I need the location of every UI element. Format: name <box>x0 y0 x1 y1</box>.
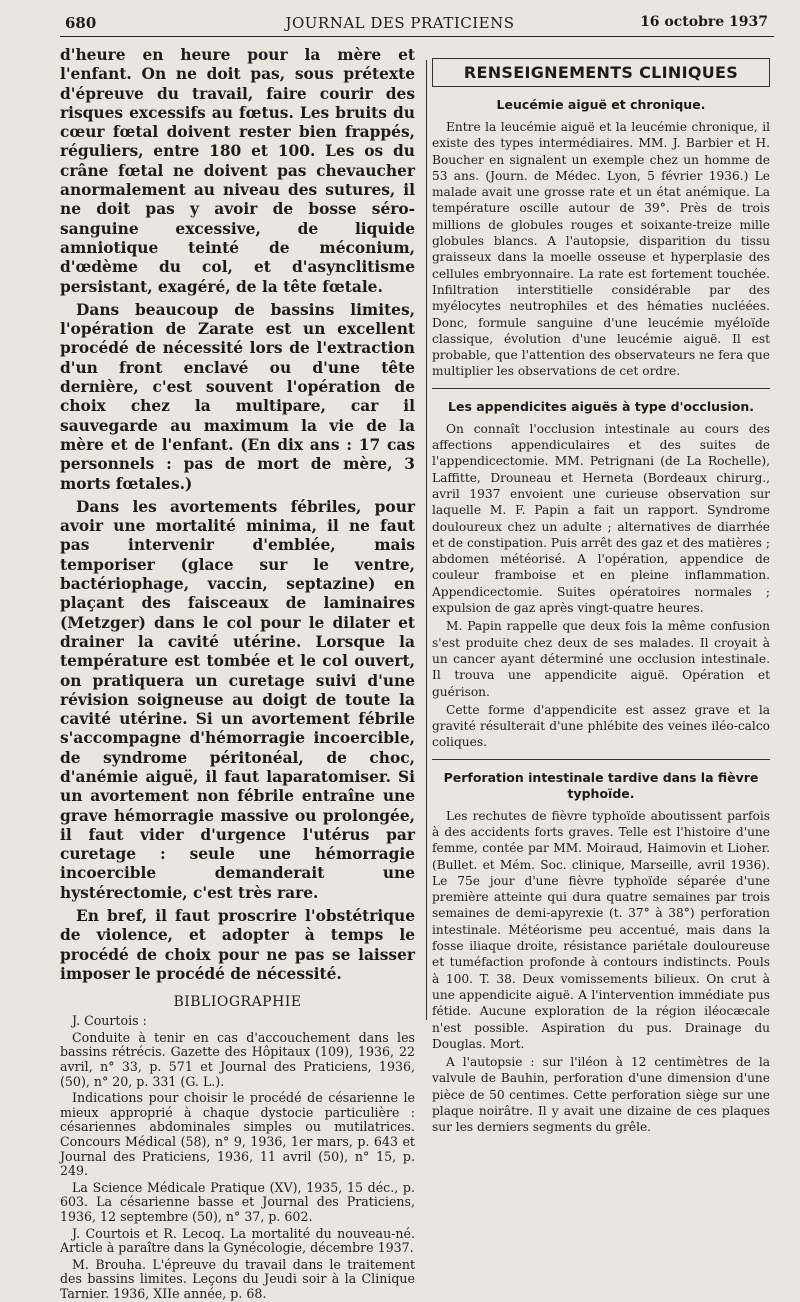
header-rule <box>60 36 774 37</box>
paragraph: Les rechutes de fièvre typhoïde aboutissent parfois à des accidents forts graves. Telle est l'histoire d'une femme, contée par MM. Moiraud, Haimovin et Lioher. (Bullet. et Mém. Soc. clinique, Marseille, avril 1936). Le 75e jour d'une fièvre typhoïde séparée d'une première atteinte qui dura quatre semaines par trois semaines de demi-apyrexie (t. 37° à 38°) perforation intestinale. Météorisme peu accentué, mais dans la fosse iliaque droite, résistance pariétale douloureuse et tuméfaction profonde à contours indistincts. Pouls à 100. T. 38. Deux vomissements bilieux. On crut à une appendicite aiguë. A l'intervention immédiate pus fétide. Aucune exploration de la région iléocæcale n'est possible. Aspiration du pus. Drainage du Douglas. Mort. <box>432 808 770 1051</box>
page-number: 680 <box>65 14 97 32</box>
bibliography-list <box>60 1014 415 1301</box>
article-title: Leucémie aiguë et chronique. <box>496 97 706 112</box>
article-body <box>432 119 770 380</box>
paragraph: Entre la leucémie aiguë et la leucémie chronique, il existe des types intermédiaires. MM. J. Barbier et H. Boucher en signalent un exemple chez un homme de 53 ans. (Journ. de Médec. Lyon, 5 février 1936.) Le malade avait une grosse rate et un état anémique. La température oscille autour de 39°. Près de trois millions de globules rouges et soixante-treize mille globules blancs. A l'autopsie, disparition du tissu graisseux dans la moelle osseuse et hyperplasie des cellules embryonnaire. La rate est fortement touchée. Infiltration interstitielle considérable par des myélocytes neutrophiles et des hématies nucléées. Donc, formule sanguine d'une leucémie myéloïde classique, évolution d'une leucémie aiguë. Il est probable, que l'attention des observateurs ne fera que multiplier les observations de cet ordre. <box>432 120 770 379</box>
journal-title: JOURNAL DES PRATICIENS <box>285 14 515 32</box>
bibliography-entry: M. Brouha. L'épreuve du travail dans le traitement des bassins limites. Leçons du Jeudi soir à la Clinique Tarnier. 1936, XIIe année, p. 68. <box>60 1256 415 1301</box>
bibliography-entry: J. Courtois et R. Lecoq. La mortalité du nouveau-né. Article à paraître dans la Gynécologie, décembre 1937. <box>60 1225 415 1256</box>
paragraph: Dans les avortements fébriles, pour avoir une mortalité minima, il ne faut pas intervenir d'emblée, mais temporiser (glace sur le ventre, bactériophage, vaccin, septazine) en plaçant des faisceaux de laminaires (Metzger) dans le col pour le dilater et drainer la cavité utérine. Lorsque la température est tombée et le col ouvert, on pratiquera un curetage suivi d'une révision soigneuse au doigt de toute la cavité utérine. Si un avortement fébrile s'accompagne d'hémorragie incoercible, de syndrome péritonéal, de choc, d'anémie aiguë, il faut laparatomiser. Si un avortement non fébrile entraîne une grave hémorragie massive ou prolongée, il faut vider d'urgence l'utérus par curetage : seule une hémorragie incoercible demanderait une hystérectomie, c'est très rare. <box>60 497 415 902</box>
left-column <box>60 46 415 1301</box>
paragraph: En bref, il faut proscrire l'obstétrique de violence, et adopter à temps le procédé de choix pour ne pas se laisser imposer le procédé de nécessité. <box>60 907 415 983</box>
paragraph: Cette forme d'appendicite est assez grave et la gravité résulterait d'une phlébite des veines iléo-calco coliques. <box>432 702 770 750</box>
paragraph: d'heure en heure pour la mère et l'enfant. On ne doit pas, sous prétexte d'épreuve du travail, faire courir des risques excessifs au fœtus. Les bruits du cœur fœtal doivent rester bien frappés, réguliers, entre 180 et 100. Les os du crâne fœtal ne doivent pas chevaucher anormalement au niveau des sutures, il ne doit pas y avoir de bosse séro-sanguine excessive, de liquide amniotique teinté de méconium, d'œdème du col, et d'asynclitisme persistant, exagéré, de la tête fœtale. <box>60 46 415 296</box>
paragraph: On connaît l'occlusion intestinale au cours des affections appendiculaires et des suites de l'appendicectomie. MM. Petrignani (de La Rochelle), Laffitte, Drouneau et Herneta (Bordeaux chirurg., avril 1937 envoient une curieuse observation sur laquelle M. F. Papin a fait un rapport. Syndrome douloureux chez un adulte ; alternatives de diarrhée et de constipation. Puis arrêt des gaz et des matières ; abdomen météorisé. A l'opération, appendice de couleur framboise et en pleine inflammation. Appendicectomie. Suites opératoires normales ; expulsion de gaz après vingt-quatre heures. <box>432 421 770 616</box>
paragraph: M. Papin rappelle que deux fois la même confusion s'est produite chez deux de ses malades. Il croyait à un cancer ayant déterminé une occlusion intestinale. Il trouva une appendicite aiguë. Opération et guérison. <box>432 619 770 699</box>
article-separator <box>432 759 770 760</box>
column-divider <box>426 60 427 1020</box>
bibliography-entry: La Science Médicale Pratique (XV), 1935, 15 déc., p. 603. La césarienne basse et Journal des Praticiens, 1936, 12 septembre (50), n° 37, p. 602. <box>60 1179 415 1224</box>
article-body <box>432 808 770 1136</box>
article-title: Les appendicites aiguës à type d'occlusion. <box>448 398 754 414</box>
page-header <box>0 10 800 36</box>
section-title: RENSEIGNEMENTS CLINIQUES <box>432 58 770 87</box>
issue-date: 16 octobre 1937 <box>640 14 768 30</box>
article-separator <box>432 388 770 389</box>
paragraph: Dans beaucoup de bassins limites, l'opération de Zarate est un excellent procédé de nécessité lors de l'extraction d'un front enclavé ou d'une tête dernière, c'est souvent l'opération de choix chez la multipare, car il sauvegarde au maximum la vie de la mère et de l'enfant. (En dix ans : 17 cas personnels : pas de mort de mère, 3 morts fœtales.) <box>60 300 415 493</box>
paragraph: A l'autopsie : sur l'iléon à 12 centimètres de la valvule de Bauhin, perforation d'une dimension d'une pièce de 50 centimes. Cette perforation siège sur une plaque noirâtre. Il y avait une dizaine de ces plaques sur les derniers segments du grêle. <box>432 1055 770 1135</box>
bibliography-heading: BIBLIOGRAPHIE <box>173 994 302 1011</box>
right-column <box>432 46 770 1135</box>
article-body <box>432 421 770 751</box>
bibliography-entry: Indications pour choisir le procédé de césarienne le mieux approprié à chaque dystocie particulière : césariennes abdominales simples ou mutilatrices. Concours Médical (58), n° 9, 1936, 1er mars, p. 643 et Journal des Praticiens, 1936, 11 avril (50), n° 15, p. 249. <box>60 1090 415 1179</box>
article-title: Perforation intestinale tardive dans la fièvre typhoïde. <box>443 769 759 801</box>
bibliography-entry: J. Courtois : <box>72 1013 147 1029</box>
left-body <box>60 46 415 984</box>
bibliography-entry: Conduite à tenir en cas d'accouchement dans les bassins rétrécis. Gazette des Hôpitaux (109), 1936, 22 avril, n° 33, p. 571 et Journal des Praticiens, 1936, (50), n° 20, p. 331 (G. L.). <box>60 1029 415 1089</box>
